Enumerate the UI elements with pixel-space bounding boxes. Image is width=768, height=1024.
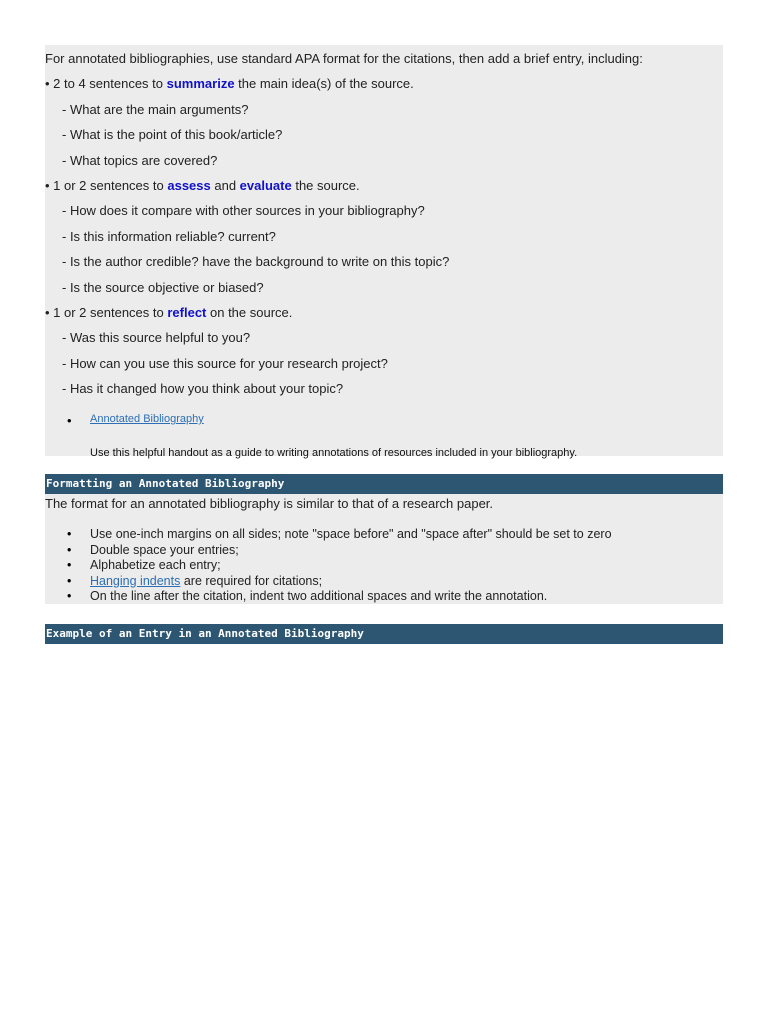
annotated-bibliography-link[interactable]: Annotated Bibliography	[90, 413, 204, 425]
formatting-intro: The format for an annotated bibliography is similar to that of a research paper.	[45, 496, 494, 511]
bullet-dot: •	[67, 589, 72, 603]
assess-bullet: • 1 or 2 sentences to assess and evaluate the source.	[45, 178, 360, 194]
handout-description: Use this helpful handout as a guide to writing annotations of resources included in your bibliography.	[90, 447, 578, 459]
keyword-reflect: reflect	[167, 305, 207, 321]
keyword-assess: assess	[167, 178, 211, 194]
formatting-list	[45, 527, 612, 605]
keyword-summarize: summarize	[166, 76, 235, 92]
reflect-bullet: • 1 or 2 sentences to reflect on the source.	[45, 305, 293, 321]
question-item: - Is this information reliable? current?	[62, 228, 276, 244]
hanging-indents-link[interactable]: Hanging indents	[90, 573, 181, 588]
question-item: - How does it compare with other sources in your bibliography?	[62, 203, 425, 219]
question-item: - Was this source helpful to you?	[62, 330, 251, 346]
annotation-guide-block	[45, 45, 723, 459]
intro-lead: For annotated bibliographies, use standard APA format for the citations, then add a brief entry, including:	[45, 51, 643, 66]
question-item: - Is the author credible? have the background to write on this topic?	[62, 254, 450, 270]
formatting-block	[45, 494, 723, 604]
question-item: - How can you use this source for your research project?	[62, 355, 388, 371]
list-item: • Hanging indents are required for citations;	[67, 573, 323, 588]
list-item: • On the line after the citation, indent two additional spaces and write the annotation.	[67, 589, 548, 603]
question-item: - What is the point of this book/article?	[62, 127, 283, 143]
document-page	[45, 45, 723, 644]
list-item: • Double space your entries;	[67, 542, 239, 557]
list-item: • Use one-inch margins on all sides; note "space before" and "space after" should be set to zero	[67, 527, 612, 541]
question-item: - Has it changed how you think about your topic?	[62, 381, 344, 397]
bullet-dot: •	[67, 527, 72, 541]
question-item: - Is the source objective or biased?	[62, 279, 264, 295]
keyword-evaluate: evaluate	[239, 178, 292, 194]
question-item: - What are the main arguments?	[62, 101, 249, 117]
bullet-dot: •	[67, 542, 72, 557]
bullet-dot: •	[67, 558, 72, 572]
bullet-dot: •	[67, 413, 72, 428]
list-item: • Alphabetize each entry;	[67, 558, 221, 572]
summarize-bullet: • 2 to 4 sentences to summarize the main idea(s) of the source.	[45, 76, 414, 92]
example-section-header: Example of an Entry in an Annotated Bibliography	[45, 624, 723, 644]
bullet-dot: •	[67, 573, 72, 588]
question-item: - What topics are covered?	[62, 152, 218, 168]
formatting-section-header: Formatting an Annotated Bibliography	[45, 474, 723, 494]
